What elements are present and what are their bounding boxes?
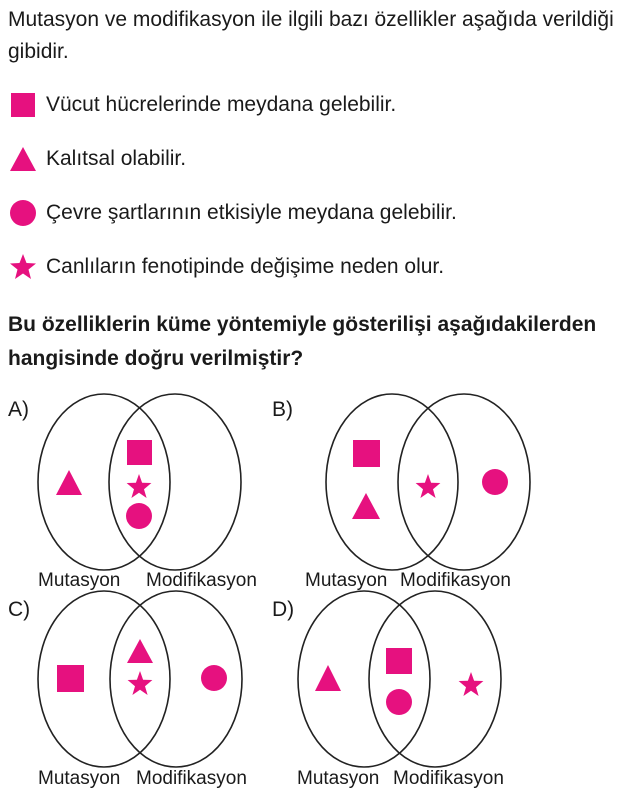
option-c-left-caption: Mutasyon <box>38 768 121 789</box>
circle-icon <box>126 503 152 529</box>
option-b-left-caption: Mutasyon <box>305 570 388 591</box>
question-text: Bu özelliklerin küme yöntemiyle gösterilişi aşağıdakilerden hangisinde doğru verilmiştir? <box>8 313 597 370</box>
venn-b-left-set <box>326 394 458 570</box>
option-a-right-caption: Modifikasyon <box>146 570 257 591</box>
property-text: Vücut hücrelerinde meydana gelebilir. <box>46 93 397 116</box>
option-c-right-caption: Modifikasyon <box>136 768 247 789</box>
triangle-icon <box>315 665 341 691</box>
intro-text: Mutasyon ve modifikasyon ile ilgili bazı özellikler aşağıda verildiği gibidir. <box>8 8 614 63</box>
option-a-label: A) <box>8 398 29 421</box>
option-a-left-caption: Mutasyon <box>38 570 121 591</box>
square-icon <box>353 440 380 467</box>
venn-b-right-set <box>398 394 530 570</box>
star-icon <box>416 474 441 498</box>
venn-d-left-set <box>298 591 430 767</box>
circle-icon <box>482 469 508 495</box>
triangle-icon <box>56 470 82 495</box>
property-text: Çevre şartlarının etkisiyle meydana gelebilir. <box>46 201 457 224</box>
star-icon <box>127 474 152 498</box>
option-d-label: D) <box>272 598 295 621</box>
square-icon <box>386 648 412 674</box>
square-icon <box>127 440 152 465</box>
triangle-icon <box>127 639 153 663</box>
venn-a-left-set <box>38 394 170 570</box>
star-icon <box>128 671 153 695</box>
option-b-right-caption: Modifikasyon <box>400 570 511 591</box>
venn-a-right-set <box>109 394 241 570</box>
square-icon <box>57 665 84 692</box>
venn-d-right-set <box>369 591 501 767</box>
option-d-left-caption: Mutasyon <box>297 768 380 789</box>
property-text: Canlıların fenotipinde değişime neden olur. <box>46 255 445 278</box>
circle-icon <box>386 689 412 715</box>
property-text: Kalıtsal olabilir. <box>46 147 187 170</box>
option-c-label: C) <box>8 598 31 621</box>
star-icon <box>459 672 484 696</box>
triangle-icon <box>352 493 380 519</box>
option-b-label: B) <box>272 398 293 421</box>
option-d-right-caption: Modifikasyon <box>393 768 504 789</box>
circle-icon <box>201 665 227 691</box>
